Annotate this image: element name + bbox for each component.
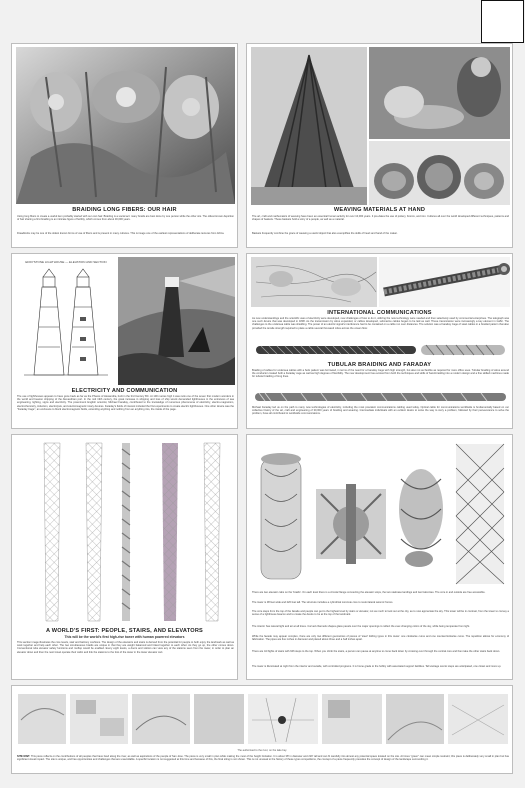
body-text: The core steps from the top of the facade and people can get to the highest level by stairs or elevator, not as much to look out at the city, as to now appreciate the sky. This tower will be in contrast, from the tower to convey a sense of a lighthouse beacon and to create the desire to be at the top of the landmark.	[252, 610, 509, 617]
panel-electricity	[11, 253, 238, 429]
body-text: The use of lighthouses appears to have gone back as far as the Pharos of Alexandria, built in the 3rd Century BC. At 100 metres high it was rank one of the seven first modern wonders in the world and beacon shipping of the Alexandrian port. In the mid 19th century, the great increase in shipping and loss of ship wreck demanded lighthouses in the entrances of sea engineering, lighting, signs and electricity. The preeminent English scientist, Michael Faraday, contributed to the knowledge of numerous phenomena of electricity, electro-magnetism, electrochemistry, induction, electrolysis, and electromagnetic rotary devices. Faraday's fields of interest included the first experiments to create electric lighthouses. One other device was the "Faraday Cage", an enclosure to block electromagnetic fields, extending anything and nothing from an anything into, the inside of the page.	[17, 395, 234, 411]
map-caption: The authorised to the river, on the lake bay	[237, 749, 287, 752]
body-text: Using long fibers to create a useful item probably started with our own hair. Braiding is a social act: many braids are best done by one person while the other sits. The oldest known depiction of hair sharing a first braiding is an intricate figure of fertility, which comes from about 30,000 years.	[17, 215, 234, 222]
weaver-photo	[369, 47, 510, 139]
lighthouse-engraving	[118, 257, 235, 385]
body-text: The art, craft and mathematics of weaving have been an essential human activity for over 10,000 years. It pre-dates the use of pottery, bronze, and iron. Cultures all over the world developed different techniques, patterns and shapes of baskets. These baskets hold a story of a people, as well as a material.	[252, 215, 509, 222]
panel-title: TUBULAR BRAIDING AND FARADAY	[327, 362, 432, 368]
braid-strip-photo	[251, 390, 510, 404]
body-text: While the facade may appear complex, there are only two different geometries of pieces of 'steel' folding types in this tower: one clockwise curve and one counterclockwise curve. The repetition allows for economy of fabrication. The pipes are five inches in diameter and placed about three and a half inches apart.	[252, 635, 509, 642]
site-text	[17, 755, 509, 773]
body-text: There are 44 flights of stairs with 646 steps to the top. When you climb the stairs, a person can pause at anytime to come back down by crossing over through the central core and then take the other stairs back down.	[252, 650, 500, 653]
panel-site-map	[11, 685, 513, 774]
cable-map-photo	[251, 257, 377, 307]
carving-photo	[16, 47, 235, 204]
diagram-caption: EDDYSTONE LIGHTHOUSE — ELEVATION AND SECTION	[25, 260, 107, 264]
body-text: Baskets frequently combine the grace of weaving a useful object that also exemplifies the skills of heart and hand of the maker.	[252, 232, 398, 235]
body-text: As new understandings and the scientific uses of electricity were developed, new challenges of how to do it, utilizing the new technology were needed and then selectively used by commercial enterprises. The telegraph was one such device that was developed in 1838. As the transmission by wires expanded, or cables developed, submarine cables began to be laid as well. These transmission were increasingly a key element in traffic. The challenges to the undersea cable was shielding. The power of an electric signal's interference had to be contained on a cable run over distances. The solution was a Faraday Cage of steel cables in a braided pattern that also provided the tensile strength required to place a cable several thousand miles across the ocean floor.	[252, 317, 509, 330]
site-map-strip	[16, 690, 510, 748]
corner-frame	[481, 0, 524, 43]
body-text: Braiding of cables for undersea cables with a helix pattern was borrowed, in terms of the need for a Faraday Cage with high strength, but also not as flexible as required for more office uses. Tubular braiding of wires around the conductor created both a Faraday cage as well as high degrees of flexibility. The new development has evolved from both the techniques and skills of hand-braiding into a modern design and a fine skilled machines made for tubular braiding of long lines.	[252, 369, 509, 379]
panel-title: INTERNATIONAL COMMUNICATIONS	[327, 310, 432, 316]
lighthouse-diagram	[16, 257, 116, 385]
baskets-photo	[369, 141, 510, 205]
tower-renderings	[16, 439, 235, 625]
body-text: The tower is illuminated at night from the interior and outside, with controlled programs. It is home grade to the hobby with associated support facilities. Tall vantage scenic steps are anticipated, one closet and more up.	[252, 665, 502, 668]
body-text: The interior has natural light and air at all times. Curved channels shapes glass panels over the major openings to reflect the ever-changing colors of the sky, while being temperate from light.	[252, 625, 470, 628]
cable-photo	[379, 257, 510, 307]
panel-weaving	[246, 43, 513, 248]
site-body: This piece reflects on the contributions of all peoples that have lived along the river, as well as aspirations of the people of San Jose. The piece is very small in plan while making the most of the height limitation. It is about 38' in diameter and 220' tall and can fit carefully into almost any potential space located on the site. At times "green" can mean simple restraint; this piece is deliberately very small in plan but has significant visual impact. The site is unique, and has opportunities and challenges that are unavoidable. A specific location is not suggested at this time and because of this, the final siting is not shown. This is not unusual to the history of these types competitions, the concept of a piece frequently precedes the concept of design of the landscape surrounding it.	[17, 755, 509, 762]
panel-structure	[246, 434, 513, 680]
panel-subtitle: This will be the world's first high-rise tower with human powered elevators	[64, 635, 185, 639]
panel-communications	[246, 253, 513, 429]
site-label: SITE MAP:	[17, 755, 31, 758]
body-text: Dreadlocks may be one of the oldest known forms of use of fibers and is present in many cultures. This is image one of the earliest representations of deliberate textures from Africa.	[17, 232, 225, 235]
panel-title: A WORLD'S FIRST: PEOPLE, STAIRS, AND ELEVATORS	[45, 628, 203, 634]
braided-cable-photo	[251, 340, 510, 360]
body-text: The tower is 38 feet wide and 220 feet tall. The structure includes a cylindrical concrete core to resist lateral seismic forces.	[252, 601, 394, 604]
panel-title: ELECTRICITY AND COMMUNICATION	[71, 388, 178, 394]
body-text: This section image illustrates the core levels, stair and balcony cushions. The design of the elevators and stairs is derived from the potential for people to both enjoy the landmark as well as work together and help each other. The two simultaneous braids are unique in that they are weight balanced and linked together to each other. As they go up, the other comes down. Conventional tube elevator safety functions and rooftop would be enabled. Every eight levels, a doors and visitors can view any of the stations seen from the tower, in order to plan an elevator down and then the next travel operate their cabin and link the stations to the foot of the tower in the lower elevator cart.	[17, 641, 234, 654]
panel-hair	[11, 43, 238, 248]
body-text: There are two elevator cabs on the 'braids'. On each level there is a circular flange connecting the elevator stops, the two staircase landings and two balconies. The core in and outside are free accessible.	[252, 591, 486, 594]
tent-photo	[251, 47, 367, 205]
structure-renderings	[251, 439, 510, 589]
panel-title: BRAIDING LONG FIBERS: OUR HAIR	[72, 207, 177, 213]
panel-title: WEAVING MATERIALS AT HAND	[333, 207, 426, 213]
panel-tower	[11, 434, 238, 680]
body-text: Michael Faraday led us on the path to many new technologies of electricity, including the most prevalent communications cabling used today. Optical cable for communications worldwide is fundamentally based on our collective history of the art, craft and engineering of 30,000 years of braiding and weaving. Intermediate individuals with an evident desire to solve the way to story a problem, followed by their perseverance to solve the problem, have all contributed to worldwide communications.	[252, 406, 509, 416]
